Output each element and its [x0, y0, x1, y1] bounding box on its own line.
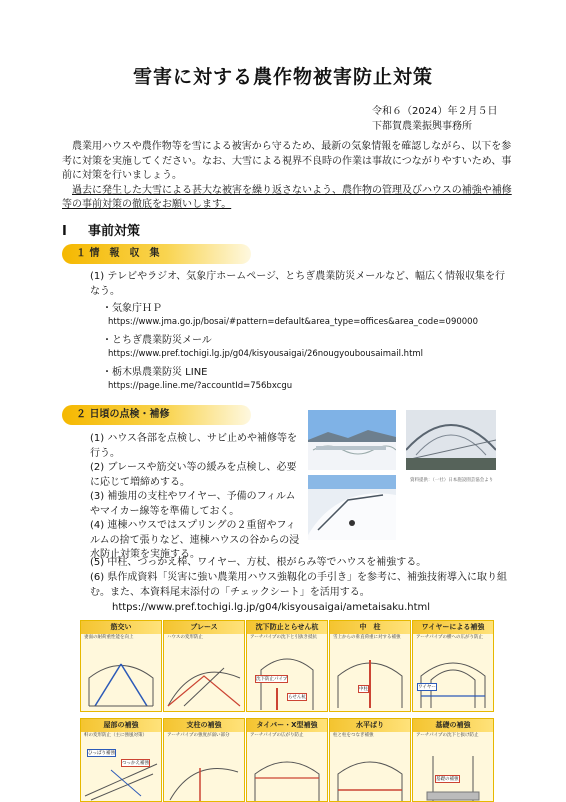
inspection-item-5: (5) 中柱、つっかえ棒、ワイヤー、方杖、根がらみ等でハウスを補強する。 [90, 557, 427, 568]
snow-damage-photo-2 [406, 410, 496, 470]
panel-title: ブレース [164, 621, 244, 634]
tag-pull-reinforce: ひっぱり補強 [88, 751, 115, 756]
panel-desc: 雪上からの垂直荷重に対する補強 [333, 635, 401, 640]
tag-center-post: 中柱 [359, 687, 368, 692]
center-post-icon [330, 648, 410, 710]
inspection-item-3: (3) 補強用の支柱やワイヤー、予備のフィルムやマイカー線等を準備しておく。 [90, 491, 296, 517]
panel-beam [329, 718, 411, 802]
panel-title: 水平ばり [330, 719, 410, 732]
panel-title: タイバー・X型補強 [247, 719, 327, 732]
panel-title: 沈下防止とらせん杭 [247, 621, 327, 634]
link-label-mail: ・とちぎ農業防災メール [102, 335, 212, 346]
panel-post [163, 718, 245, 802]
snow-damage-photo-1 [308, 410, 396, 470]
link-url-mail[interactable]: https://www.pref.tochigi.lg.jp/g04/kisyousaigai/26nougyoubousaimail.html [108, 349, 424, 359]
beam-icon [330, 746, 410, 802]
panel-desc: ハウスの変形防止 [167, 635, 203, 640]
tag-prop-reinforce: つっかえ補強 [122, 761, 149, 766]
intro-text [62, 140, 512, 213]
subheading-inspection: ２ 日頃の点検・補修 [62, 405, 251, 425]
intro-paragraph-2 [62, 184, 512, 213]
panel-desc: 軒の変形防止（主に強風対策） [84, 733, 147, 738]
link-label-line: ・栃木県農業防災 LINE [102, 367, 208, 378]
page-title: 雪害に対する農作物被害防止対策 [132, 66, 433, 88]
panel-eave [80, 718, 162, 802]
panel-desc: アーチパイプの沈下と引抜き抵抗 [250, 635, 317, 640]
brace-icon [164, 648, 244, 710]
section-title: 事前対策 [88, 224, 141, 239]
tag-screw-pile: らせん杭 [288, 695, 306, 700]
panel-desc: アーチパイプの広がり防止 [250, 733, 304, 738]
post-icon [164, 746, 244, 802]
subheading-info-collection: １ 情 報 収 集 [62, 244, 251, 264]
tag-subsidence-pipe: 沈下防止パイプ [256, 677, 288, 682]
intro-emphasis: 過去に発生した大雪による甚大な被害を繰り返さないよう、農作物の管理及びハウスの補強や補修等の事前対策の徹底をお願いします。 [62, 184, 512, 210]
panel-title: 屋部の補強 [81, 719, 161, 732]
diagonal-brace-icon [81, 648, 161, 710]
issuer-block [372, 104, 497, 134]
panel-title: ワイヤーによる補強 [413, 621, 493, 634]
panel-desc: 妻面の耐荷重性能を向上 [84, 635, 134, 640]
section-heading [62, 220, 140, 239]
inspection-item-6: (6) 県作成資料「災害に強い農業用ハウス強靱化の手引き」を参考に、補強技術導入に取り組む。また、本資料尾末添付の「チェックシート」を活用する。 [90, 572, 508, 598]
photo-credit: 資料提供：（一社）日本施設園芸協会より [410, 478, 494, 483]
panel-wire [412, 620, 494, 712]
ametaisaku-url[interactable]: https://www.pref.tochigi.lg.jp/g04/kisyousaigai/ametaisaku.html [112, 602, 431, 613]
panel-tie-bar [246, 718, 328, 802]
panel-diagonal-brace [80, 620, 162, 712]
foundation-icon [413, 746, 493, 802]
issuing-office: 下都賀農業振興事務所 [372, 121, 472, 132]
section-number: Ⅰ [62, 224, 67, 239]
panel-foundation [412, 718, 494, 802]
link-url-jma[interactable]: https://www.jma.go.jp/bosai/#pattern=default&area_type=offices&area_code=090000 [108, 317, 479, 327]
panel-brace [163, 620, 245, 712]
panel-title: 中 柱 [330, 621, 410, 634]
link-url-line[interactable]: https://page.line.me/?accountId=756bxcgu [108, 381, 293, 391]
tag-wire: ワイヤー [418, 685, 436, 690]
panel-desc: アーチパイプの沈下と抜け防止 [416, 733, 479, 738]
panel-title: 支柱の補強 [164, 719, 244, 732]
intro-paragraph-1: 農業用ハウスや農作物等を雪による被害から守るため、最新の気象情報を確認しながら、以下を参考に対策を実施してください。なお、大雪による視界不良時の作業は事故につながりやすいため、事前に対策を行いましょう。 [62, 141, 512, 181]
issue-date: 令和６（2024）年２月５日 [372, 106, 498, 117]
panel-desc: 柱と柱をつなぎ補強 [333, 733, 374, 738]
link-label-jma: ・気象庁ＨＰ [102, 303, 162, 314]
inspection-item-4: (4) 連棟ハウスではスプリングの２重留やフィルムの捨て張りなど、連棟ハウスの谷からの浸水防止対策を実施する。 [90, 520, 300, 560]
snow-damage-photo-3 [308, 475, 396, 540]
panel-center-post [329, 620, 411, 712]
tag-foundation: 基礎の補強 [436, 777, 459, 782]
panel-title: 基礎の補強 [413, 719, 493, 732]
inspection-item-2: (2) ブレースや筋交い等の緩みを点検し、必要に応じて増締めする。 [90, 462, 297, 488]
panel-desc: アーチパイプの横への広がり防止 [416, 635, 483, 640]
panel-desc: アーチパイプの強度が弱い部分 [167, 733, 230, 738]
panel-title: 筋交い [81, 621, 161, 634]
panel-screw-pile [246, 620, 328, 712]
wire-icon [413, 648, 493, 710]
inspection-item-1: (1) ハウス各部を点検し、サビ止めや補修等を行う。 [90, 433, 298, 459]
info-item-1: (1) テレビやラジオ、気象庁ホームページ、とちぎ農業防災メールなど、幅広く情報収集を行なう。 [90, 271, 506, 297]
tie-bar-icon [247, 746, 327, 802]
